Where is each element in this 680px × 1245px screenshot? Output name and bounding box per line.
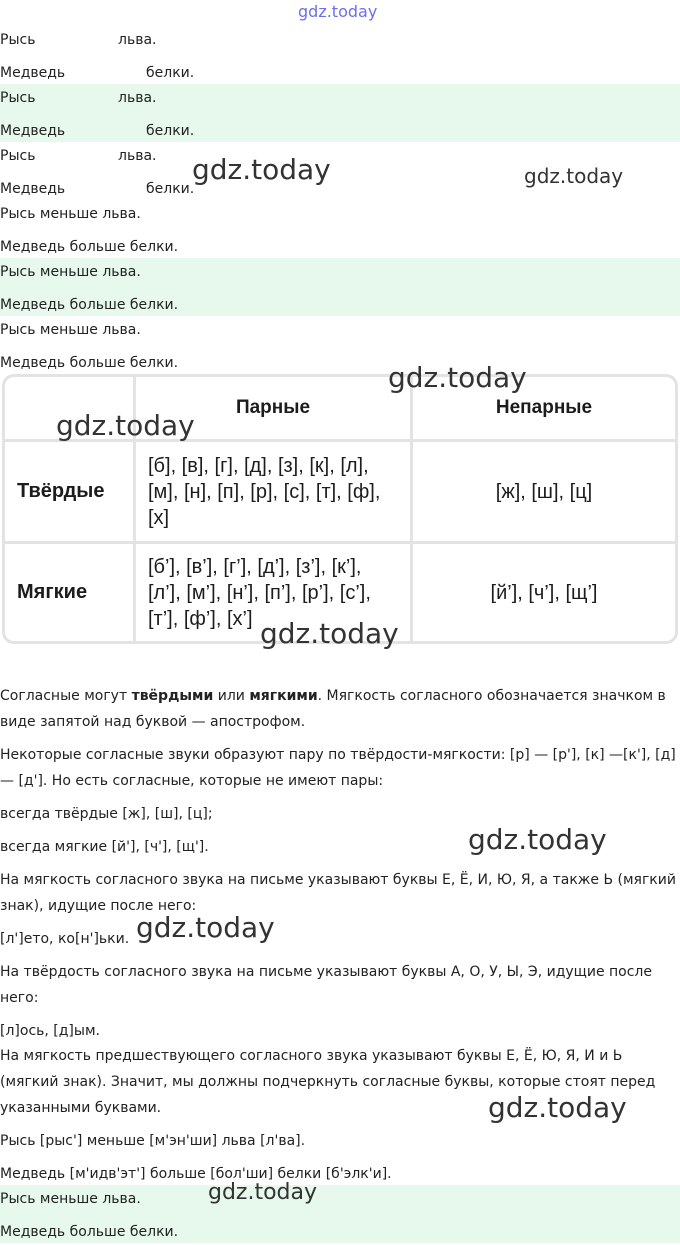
gap-sentence: Рысь льва. [0,148,157,164]
gap-sentence: Медведь белки. [0,123,195,139]
rule-paragraph: Согласные могут твёрдыми или мягкими. Мягкость согласного обозначается значком в виде запятой над буквой — апострофом. [0,688,666,730]
watermark: gdz.today [468,823,607,856]
gap-sentence: Рысь льва. [0,32,157,48]
watermark: gdz.today [208,1180,318,1205]
watermark: gdz.today [136,911,275,944]
watermark: gdz.today [524,164,624,188]
softness-example: [л']ето, ко[н']ьки. [0,931,130,947]
soft-unpaired: [й’], [ч’], [щ’] [490,581,598,604]
watermark: gdz.today [192,153,331,186]
softness-letters-paragraph: На мягкость согласного звука на письме указывают буквы Е, Ё, И, Ю, Я, а также Ь (мягкий знак), идущие после него: [0,872,676,914]
pairs-paragraph: Некоторые согласные звуки образуют пару по твёрдости-мягкости: [р] — [р'], [к] —[к'], [д] — [д']. Но есть согласные, которые не имеют пары: [0,747,676,789]
watermark: gdz.today [56,409,195,442]
watermark: gdz.today [260,617,399,650]
sentence: Медведь больше белки. [0,297,179,313]
row-soft-label: Мягкие [5,544,136,641]
transcription-line: Рысь [рыс'] меньше [м'эн'ши] льва [л'ва]. [0,1133,306,1149]
sentence: Рысь меньше льва. [0,206,141,222]
hardness-example: [л]ось, [д]ым. [0,1023,100,1039]
answer-line: Медведь больше белки. [0,1224,179,1240]
sentence: Рысь меньше льва. [0,322,141,338]
always-soft-line: всегда мягкие [й'], [ч'], [щ']. [0,839,209,855]
gap-sentence: Медведь белки. [0,181,195,197]
row-hard-label: Твёрдые [5,442,136,544]
gap-sentence: Медведь белки. [0,65,195,81]
watermark: gdz.today [388,361,527,394]
sentence: Медведь больше белки. [0,355,179,371]
transcription-line: Медведь [м'идв'эт'] больше [бол'ши] белки [б'элк'и]. [0,1166,392,1182]
sentence: Рысь меньше льва. [0,264,141,280]
soft-paired: [б’], [в’], [г’], [д’], [з’], [к’], [л’], [м’], [н’], [п’], [р’], [с’], [т’], [ф’], [х’] [136,544,413,641]
watermark: gdz.today [298,2,378,21]
answer-line: Рысь меньше льва. [0,1191,141,1207]
hard-unpaired: [ж], [ш], [ц] [413,442,675,544]
hardness-letters-paragraph: На твёрдость согласного звука на письме указывают буквы А, О, У, Ы, Э, идущие после него: [0,964,652,1006]
watermark: gdz.today [488,1091,627,1124]
header-unpaired: Непарные [413,377,675,442]
hard-paired: [б], [в], [г], [д], [з], [к], [л], [м], [н], [п], [р], [с], [т], [ф], [х] [136,442,413,544]
always-hard-line: всегда твёрдые [ж], [ш], [ц]; [0,806,213,822]
header-paired: Парные [136,377,413,442]
sentence: Медведь больше белки. [0,239,179,255]
gap-sentence: Рысь льва. [0,90,157,106]
task-paragraph: На мягкость предшествующего согласного звука указывают буквы Е, Ё, Ю, Я, И и Ь (мягкий знак). Значит, мы должны подчеркнуть согласные буквы, которые стоят перед указанными буквами. [0,1048,656,1116]
